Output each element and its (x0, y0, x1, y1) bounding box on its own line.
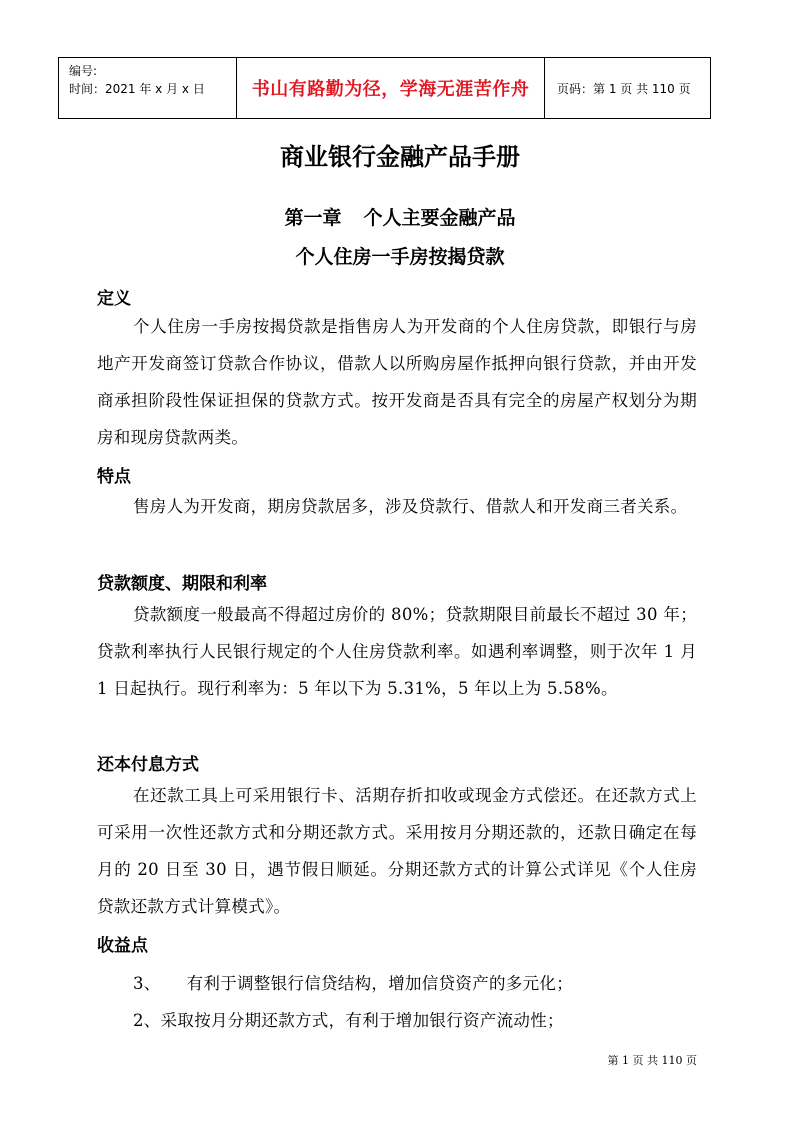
section-heading-terms: 贷款额度、期限和利率 (97, 574, 267, 594)
section-heading-features: 特点 (97, 467, 131, 487)
list-item-number: 2、 (133, 1011, 161, 1030)
repayment-paragraph: 在还款工具上可采用银行卡、活期存折扣收或现金方式偿还。在还款方式上可采用一次性还款方式和分期还款方式。采用按月分期还款的，还款日确定在每月的 20 日至 30 日，遇节假日顺延。分期还款方式的计算公式详见《个人住房贷款还款方式计算模式》。 (97, 786, 697, 916)
list-item (133, 970, 573, 994)
list-item (133, 1007, 564, 1031)
chapter-number: 第一章 (284, 207, 342, 229)
chapter-name: 个人主要金融产品 (363, 207, 516, 229)
page-footer: 第 1 页 共 110 页 (607, 1054, 697, 1067)
features-paragraph: 售房人为开发商，期房贷款居多，涉及贷款行、借款人和开发商三者关系。 (133, 497, 688, 516)
header-page-info: 页码：第 1 页 共 110 页 (557, 81, 691, 96)
list-item-number: 3、 (133, 974, 161, 993)
chapter-heading (0, 203, 800, 230)
section-heading-definition: 定义 (97, 289, 131, 309)
number-label: 编号: (69, 64, 98, 78)
definition-paragraph: 个人住房一手房按揭贷款是指售房人为开发商的个人住房贷款，即银行与房地产开发商签订贷款合作协议，借款人以所购房屋作抵押向银行贷款，并由开发商承担阶段性保证担保的贷款方式。按开发商是否具有完全的房屋产权划分为期房和现房贷款两类。 (97, 317, 697, 447)
list-item-text: 采取按月分期还款方式，有利于增加银行资产流动性； (160, 1011, 564, 1030)
section-heading-benefits: 收益点 (97, 936, 148, 956)
list-item-text: 有利于调整银行信贷结构，增加信贷资产的多元化； (186, 974, 574, 993)
section-heading-repayment: 还本付息方式 (97, 755, 199, 775)
header-meta (59, 58, 237, 118)
time-label: 时间：2021 年 x 月 x 日 (69, 82, 205, 96)
header-table (58, 57, 711, 119)
header-motto: 书山有路勤为径，学海无涯苦作舟 (237, 58, 545, 118)
terms-paragraph: 贷款额度一般最高不得超过房价的 80%；贷款期限目前最长不超过 30 年；贷款利率执行人民银行规定的个人住房贷款利率。如遇利率调整，则于次年 1 月 1 日起执行。现行利率为：5 年以下为 5.31%，5 年以上为 5.58%。 (97, 605, 697, 698)
product-title: 个人住房一手房按揭贷款 (295, 246, 505, 268)
document-title: 商业银行金融产品手册 (280, 143, 520, 171)
